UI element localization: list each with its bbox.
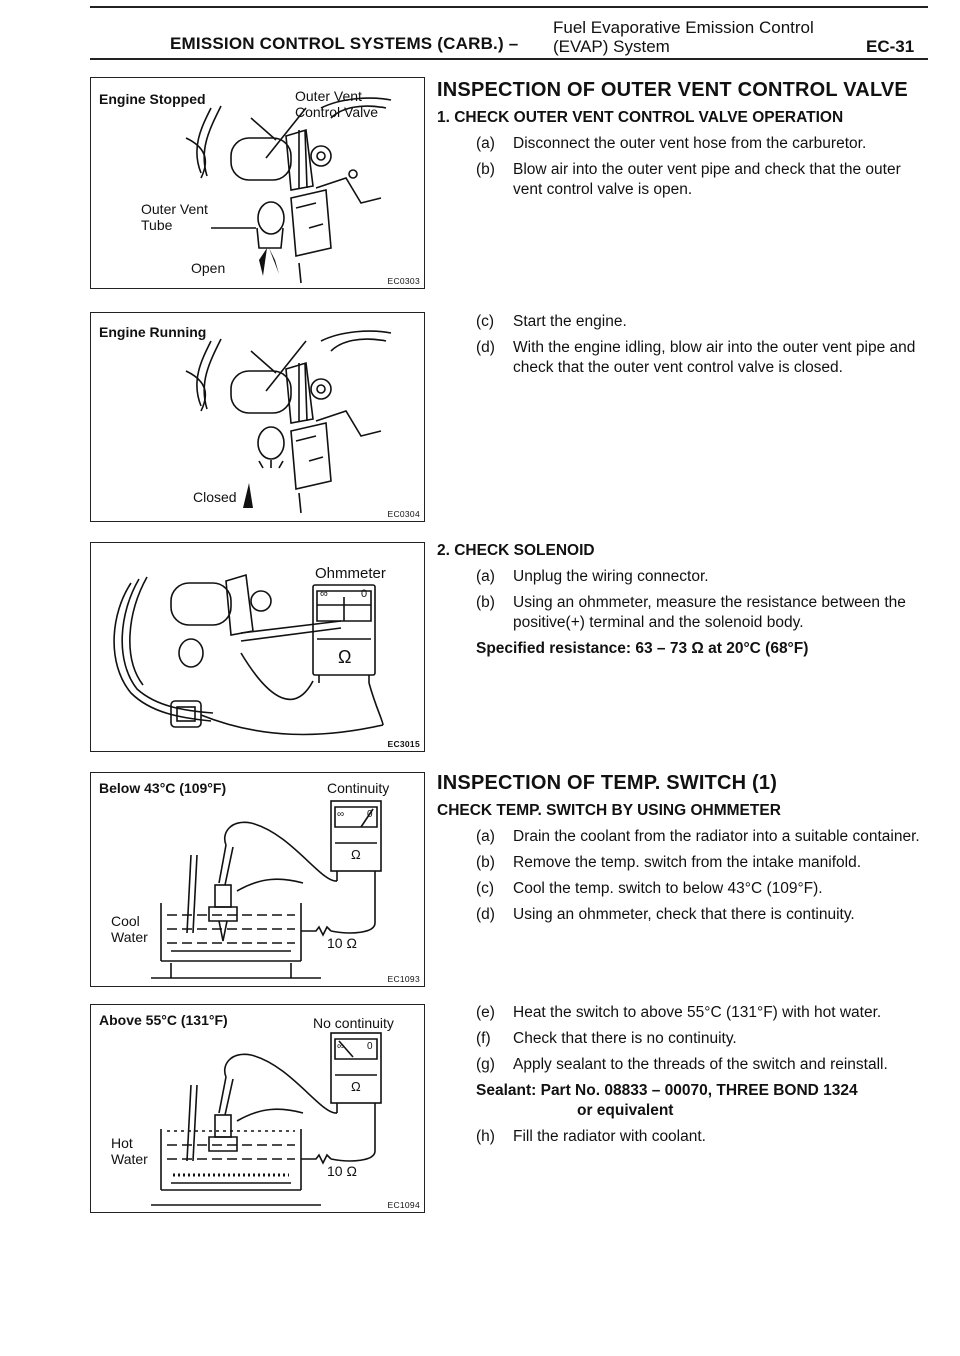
fig3-zero: 0 <box>361 588 368 600</box>
fig5-zero: 0 <box>367 1041 373 1052</box>
fig2-code: EC0304 <box>387 509 420 519</box>
topic-line-1: Fuel Evaporative Emission Control <box>553 18 814 37</box>
fig5-label-no-continuity: No continuity <box>313 1015 394 1031</box>
step-2b-text: Using an ohmmeter, measure the resistance between the positive(+) terminal and the solenoid body. <box>513 594 906 631</box>
step-1d-key: (d) <box>476 339 495 356</box>
section-title: EMISSION CONTROL SYSTEMS (CARB.) – <box>170 34 519 53</box>
header-rule <box>90 58 928 60</box>
temp-check-heading: CHECK TEMP. SWITCH BY USING OHMMETER <box>437 802 781 819</box>
fig4-label-cool: Cool <box>111 913 140 929</box>
temp-step-c <box>437 879 922 899</box>
fig1-label-outer-vent: Outer Vent <box>295 88 362 104</box>
temp-step-b <box>437 853 922 873</box>
step-1a-text: Disconnect the outer vent hose from the carburetor. <box>513 135 867 152</box>
section-1-title: INSPECTION OF OUTER VENT CONTROL VALVE <box>437 79 908 101</box>
fig1-code: EC0303 <box>387 276 420 286</box>
temp-step-d-text: Using an ohmmeter, check that there is continuity. <box>513 906 855 923</box>
figure-temp-below <box>90 772 425 987</box>
temp-step-e <box>437 1003 922 1023</box>
temp-step-f-key: (f) <box>476 1030 491 1047</box>
step-1b-text: Blow air into the outer vent pipe and check that the outer vent control valve is open. <box>513 161 901 198</box>
temp-step-d <box>437 905 922 925</box>
valve-illustration-closed <box>91 313 424 521</box>
fig1-title: Engine Stopped <box>99 91 206 107</box>
figure-temp-above <box>90 1004 425 1213</box>
fig3-ohm: Ω <box>338 647 352 667</box>
step-1a <box>437 134 922 154</box>
page-number: EC-31 <box>866 37 915 56</box>
temp-step-f-text: Check that there is no continuity. <box>513 1030 737 1047</box>
step-1c-text: Start the engine. <box>513 313 627 330</box>
sealant-spec-equivalent: or equivalent <box>577 1102 674 1119</box>
temp-step-e-text: Heat the switch to above 55°C (131°F) with hot water. <box>513 1004 882 1021</box>
step-1-heading: 1. CHECK OUTER VENT CONTROL VALVE OPERATION <box>437 109 844 126</box>
step-2a-key: (a) <box>476 568 495 585</box>
temp-switch-cool-illustration <box>91 773 424 986</box>
page-header <box>0 0 960 60</box>
step-2-heading: 2. CHECK SOLENOID <box>437 542 595 559</box>
temp-step-c-key: (c) <box>476 880 495 897</box>
fig3-code: EC3015 <box>387 739 420 749</box>
temp-step-g <box>437 1055 922 1075</box>
header-top-rule <box>90 6 928 8</box>
topic-title <box>553 18 814 56</box>
temp-step-d-key: (d) <box>476 906 495 923</box>
step-1d-text: With the engine idling, blow air into the outer vent pipe and check that the outer vent control valve is closed. <box>513 339 916 376</box>
fig4-label-water: Water <box>111 929 148 945</box>
sealant-spec: Sealant: Part No. 08833 – 00070, THREE BOND 1324 <box>476 1082 858 1099</box>
temp-step-h <box>437 1127 922 1147</box>
temp-step-g-key: (g) <box>476 1056 495 1073</box>
fig4-ohm: Ω <box>351 847 361 862</box>
figure-engine-running <box>90 312 425 522</box>
step-1c-key: (c) <box>476 313 495 330</box>
fig1-label-tube: Tube <box>141 217 173 233</box>
fig5-label-water: Water <box>111 1151 148 1167</box>
figure-solenoid-ohmmeter <box>90 542 425 752</box>
fig1-label-control-valve: Control Valve <box>295 104 379 120</box>
temp-step-a-key: (a) <box>476 828 495 845</box>
fig5-label-hot: Hot <box>111 1135 133 1151</box>
step-2b-key: (b) <box>476 594 495 611</box>
fig3-title: Ohmmeter <box>315 565 386 582</box>
temp-step-h-text: Fill the radiator with coolant. <box>513 1128 706 1145</box>
step-2b <box>437 593 922 633</box>
section-temp-switch-cont <box>437 1003 922 1147</box>
step-1b <box>437 160 922 200</box>
step-1b-key: (b) <box>476 161 495 178</box>
fig4-title: Below 43°C (109°F) <box>99 780 227 796</box>
temp-step-f <box>437 1029 922 1049</box>
fig4-zero: 0 <box>367 809 373 820</box>
fig4-code: EC1093 <box>387 974 420 984</box>
temp-step-h-key: (h) <box>476 1128 495 1145</box>
step-1c <box>437 312 922 332</box>
temp-step-a <box>437 827 922 847</box>
section-outer-vent-valve-cont <box>437 312 922 378</box>
section-2-title: INSPECTION OF TEMP. SWITCH (1) <box>437 772 778 794</box>
fig5-ohm: Ω <box>351 1079 361 1094</box>
fig5-title: Above 55°C (131°F) <box>99 1012 228 1028</box>
temp-step-g-text: Apply sealant to the threads of the switch and reinstall. <box>513 1056 888 1073</box>
fig5-label-resistance: 10 Ω <box>327 1163 357 1179</box>
fig4-infinity: ∞ <box>337 809 345 820</box>
step-1a-key: (a) <box>476 135 495 152</box>
temp-step-a-text: Drain the coolant from the radiator into a suitable container. <box>513 828 920 845</box>
temp-step-c-text: Cool the temp. switch to below 43°C (109°F). <box>513 880 823 897</box>
fig2-label-closed: Closed <box>193 489 237 505</box>
step-1d <box>437 338 922 378</box>
figure-engine-stopped <box>90 77 425 289</box>
section-temp-switch <box>437 773 922 925</box>
fig4-label-continuity: Continuity <box>327 780 390 796</box>
fig3-infinity: ∞ <box>320 588 328 600</box>
fig4-label-resistance: 10 Ω <box>327 935 357 951</box>
fig1-label-outer-vent-2: Outer Vent <box>141 201 208 217</box>
spec-resistance: Specified resistance: 63 – 73 Ω at 20°C (68°F) <box>476 640 809 657</box>
temp-step-b-key: (b) <box>476 854 495 871</box>
fig5-infinity: ∞ <box>337 1041 345 1052</box>
fig5-code: EC1094 <box>387 1200 420 1210</box>
temp-step-b-text: Remove the temp. switch from the intake manifold. <box>513 854 862 871</box>
fig2-title: Engine Running <box>99 324 207 340</box>
temp-step-e-key: (e) <box>476 1004 495 1021</box>
topic-line-2: (EVAP) System <box>553 37 670 56</box>
section-check-solenoid <box>437 541 922 659</box>
temp-switch-hot-illustration <box>91 1005 424 1212</box>
section-outer-vent-valve <box>437 80 922 200</box>
fig1-label-open: Open <box>191 260 226 276</box>
step-2a <box>437 567 922 587</box>
step-2a-text: Unplug the wiring connector. <box>513 568 709 585</box>
